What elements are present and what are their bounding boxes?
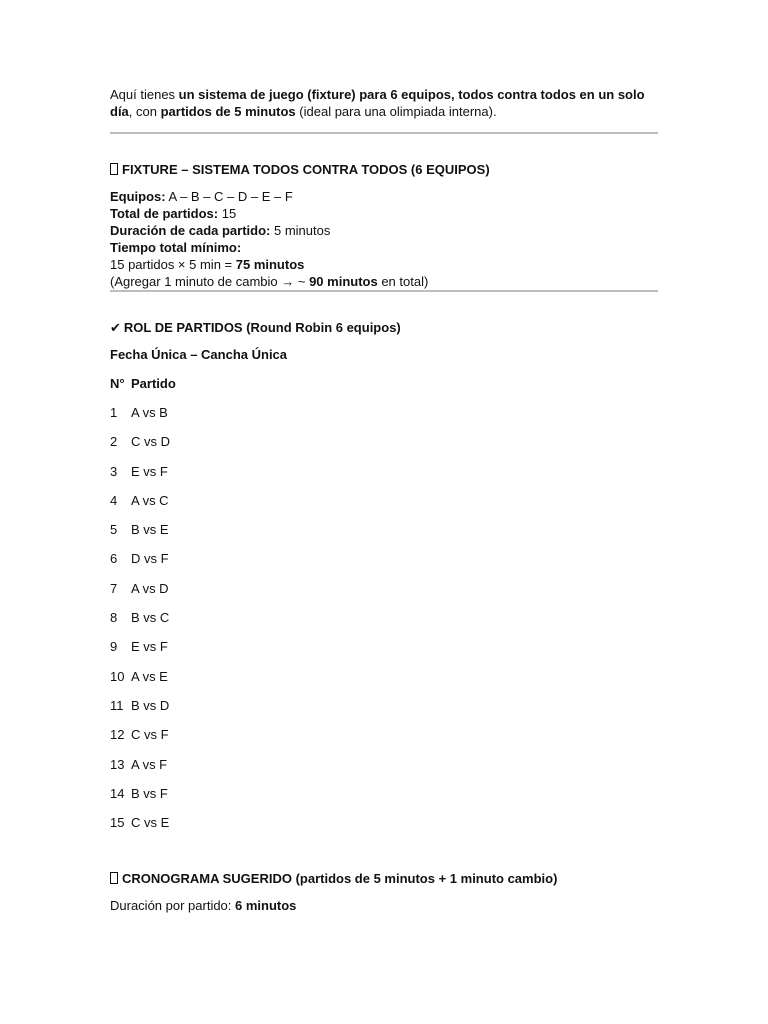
schedule-heading <box>110 870 658 887</box>
extra-line <box>110 273 658 290</box>
match-number: 6 <box>110 551 118 567</box>
table-row <box>110 404 658 433</box>
match-teams: E vs F <box>131 639 168 655</box>
match-number: 11 <box>110 697 124 713</box>
match-number: 3 <box>110 463 118 479</box>
extra-prefix: (Agregar 1 minuto de cambio → ~ <box>110 274 310 289</box>
table-row <box>110 697 658 726</box>
match-teams: C vs F <box>131 727 169 743</box>
calc-prefix: 15 partidos × 5 min = <box>110 257 236 272</box>
extra-suffix: en total) <box>377 274 429 289</box>
match-number: 2 <box>110 434 118 450</box>
match-teams: B vs D <box>131 697 170 713</box>
intro-bold-duration: partidos de 5 minutos <box>160 104 296 119</box>
column-header-number: N° <box>110 376 125 391</box>
intro-text-3: (ideal para una olimpiada interna). <box>295 104 497 119</box>
column-header-match: Partido <box>131 376 176 391</box>
extra-total: 90 minutos <box>309 274 378 289</box>
match-number: 13 <box>110 756 125 772</box>
fixture-details <box>110 188 658 290</box>
match-teams: A vs F <box>131 756 168 772</box>
total-value: 15 <box>218 206 237 221</box>
roles-title: ROL DE PARTIDOS (Round Robin 6 equipos) <box>123 320 401 335</box>
roles-heading <box>110 319 658 336</box>
match-number: 8 <box>110 610 118 626</box>
match-number: 10 <box>110 668 125 684</box>
match-number: 14 <box>110 785 125 801</box>
intro-text: Aquí tienes <box>110 87 179 102</box>
match-number: 4 <box>110 492 118 508</box>
intro-bold-system: un sistema de juego (fixture) para 6 equipos, todos contra todos en un solo día <box>110 87 645 119</box>
roles-subtitle: Fecha Única – Cancha Única <box>110 347 288 362</box>
match-teams: A vs E <box>131 668 168 684</box>
match-teams: D vs F <box>131 551 169 567</box>
calc-total: 75 minutos <box>235 257 305 272</box>
match-number: 9 <box>110 639 118 655</box>
fixture-heading <box>110 161 658 178</box>
divider <box>110 290 658 292</box>
matches-table-header <box>110 375 658 392</box>
total-label: Total de partidos: <box>110 206 219 221</box>
match-number: 1 <box>110 405 118 420</box>
match-number: 5 <box>110 522 118 538</box>
teams-line <box>110 188 658 205</box>
match-teams: E vs F <box>131 463 168 479</box>
match-teams: C vs E <box>131 815 170 831</box>
calc-line <box>110 256 658 273</box>
intro-text-2: , con <box>128 104 161 119</box>
teams-value: A – B – C – D – E – F <box>165 189 293 204</box>
table-row <box>110 580 658 609</box>
table-row <box>110 726 658 755</box>
match-number: 12 <box>110 727 125 743</box>
table-row <box>110 756 658 785</box>
table-row <box>110 463 658 492</box>
table-row <box>110 785 658 814</box>
match-teams: A vs B <box>131 405 168 420</box>
table-row <box>110 433 658 462</box>
min-time-label: Tiempo total mínimo: <box>110 240 242 255</box>
min-time-line <box>110 239 658 256</box>
table-row <box>110 609 658 638</box>
match-number: 7 <box>110 580 118 596</box>
table-row <box>110 638 658 667</box>
missing-glyph-icon <box>110 872 118 884</box>
schedule-duration-prefix: Duración por partido: <box>110 898 236 914</box>
duration-label: Duración de cada partido: <box>110 223 271 238</box>
table-row <box>110 814 658 843</box>
divider <box>110 132 658 134</box>
table-row <box>110 521 658 550</box>
fixture-title: FIXTURE – SISTEMA TODOS CONTRA TODOS (6 EQUIPOS) <box>122 162 490 177</box>
match-teams: C vs D <box>131 434 170 450</box>
document-body <box>110 86 658 914</box>
table-row <box>110 492 658 521</box>
missing-glyph-icon <box>110 163 118 175</box>
intro-paragraph <box>110 86 658 120</box>
checkmark-icon: ✔ <box>110 320 121 335</box>
match-teams: B vs C <box>131 610 170 626</box>
duration-value: 5 minutos <box>270 223 331 238</box>
match-teams: B vs E <box>131 522 169 538</box>
schedule-title: CRONOGRAMA SUGERIDO (partidos de 5 minutos + 1 minuto cambio) <box>122 871 558 887</box>
total-line <box>110 205 658 222</box>
match-teams: B vs F <box>131 785 168 801</box>
match-teams: A vs C <box>131 492 169 508</box>
duration-line <box>110 222 658 239</box>
schedule-duration-line <box>110 897 658 914</box>
schedule-duration-value: 6 minutos <box>235 898 297 914</box>
teams-label: Equipos: <box>110 189 166 204</box>
table-row <box>110 550 658 579</box>
matches-table <box>110 404 658 843</box>
table-row <box>110 668 658 697</box>
match-teams: A vs D <box>131 580 169 596</box>
match-number: 15 <box>110 815 125 831</box>
